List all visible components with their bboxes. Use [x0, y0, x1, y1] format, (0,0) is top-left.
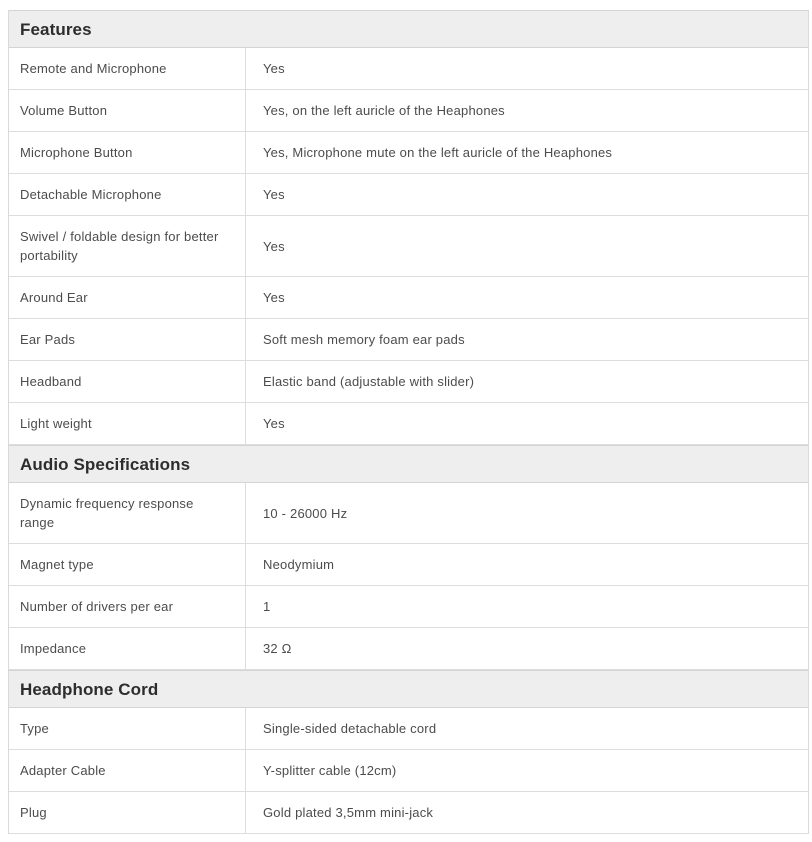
row-label-cell: [9, 403, 246, 444]
spec-section: [9, 670, 808, 834]
section-header: [9, 445, 808, 483]
row-label: Microphone Button: [20, 145, 133, 160]
row-value: 10 - 26000 Hz: [263, 505, 348, 521]
table-row: [9, 277, 808, 319]
row-value: Neodymium: [263, 557, 335, 572]
table-row: [9, 483, 808, 544]
row-value-cell: [246, 586, 808, 627]
row-label: Magnet type: [20, 557, 94, 572]
row-value: Gold plated 3,5mm mini-jack: [263, 805, 434, 820]
row-value: Yes: [263, 416, 285, 431]
row-label: Swivel / foldable design for better portability: [20, 229, 219, 263]
row-value-cell: [246, 750, 808, 791]
row-label: Impedance: [20, 641, 87, 656]
row-value: Yes: [263, 61, 285, 76]
row-label: Dynamic frequency response range: [20, 496, 194, 530]
row-label-cell: [9, 628, 246, 669]
row-label-cell: [9, 750, 246, 791]
row-label-cell: [9, 174, 246, 215]
section-header: [9, 670, 808, 708]
section-title: Audio Specifications: [20, 454, 191, 474]
row-label-cell: [9, 90, 246, 131]
row-value: Elastic band (adjustable with slider): [263, 374, 475, 389]
table-row: [9, 792, 808, 834]
row-value: Soft mesh memory foam ear pads: [263, 332, 465, 347]
table-row: [9, 174, 808, 216]
row-value-cell: [246, 48, 808, 89]
row-label-cell: [9, 277, 246, 318]
row-label-cell: [9, 544, 246, 585]
row-label: Adapter Cable: [20, 763, 106, 778]
row-label-cell: [9, 361, 246, 402]
row-value: Yes: [263, 238, 285, 254]
table-row: [9, 544, 808, 586]
row-label: Remote and Microphone: [20, 61, 167, 76]
row-value: Single-sided detachable cord: [263, 721, 437, 736]
row-label: Detachable Microphone: [20, 187, 162, 202]
table-row: [9, 132, 808, 174]
row-label-cell: [9, 483, 246, 543]
row-label-cell: [9, 708, 246, 749]
table-row: [9, 708, 808, 750]
section-title: Headphone Cord: [20, 679, 159, 699]
spec-section: [9, 10, 808, 445]
row-value: Yes: [263, 290, 285, 305]
row-value-cell: [246, 319, 808, 360]
section-title: Features: [20, 19, 92, 39]
row-value: Yes, Microphone mute on the left auricle of the Heaphones: [263, 145, 613, 160]
row-label-cell: [9, 216, 246, 276]
row-label-cell: [9, 132, 246, 173]
table-row: [9, 48, 808, 90]
row-value-cell: [246, 403, 808, 444]
table-row: [9, 216, 808, 277]
table-row: [9, 361, 808, 403]
section-rows: [9, 708, 808, 834]
row-value-cell: [246, 483, 808, 543]
row-value-cell: [246, 90, 808, 131]
row-value: Y-splitter cable (12cm): [263, 763, 397, 778]
row-value-cell: [246, 628, 808, 669]
row-value: 1: [263, 599, 271, 614]
row-value: Yes, on the left auricle of the Heaphones: [263, 103, 505, 118]
row-label-cell: [9, 319, 246, 360]
table-row: [9, 403, 808, 445]
row-value-cell: [246, 708, 808, 749]
table-row: [9, 90, 808, 132]
row-label: Headband: [20, 374, 82, 389]
row-value-cell: [246, 216, 808, 276]
section-header: [9, 10, 808, 48]
table-row: [9, 750, 808, 792]
row-value-cell: [246, 132, 808, 173]
row-label: Around Ear: [20, 290, 88, 305]
row-label-cell: [9, 586, 246, 627]
table-row: [9, 628, 808, 670]
row-value-cell: [246, 361, 808, 402]
table-row: [9, 319, 808, 361]
row-label: Volume Button: [20, 103, 108, 118]
row-value-cell: [246, 174, 808, 215]
row-value-cell: [246, 544, 808, 585]
table-row: [9, 586, 808, 628]
section-rows: [9, 483, 808, 670]
row-label: Light weight: [20, 416, 92, 431]
row-value: Yes: [263, 187, 285, 202]
row-value-cell: [246, 792, 808, 833]
section-rows: [9, 48, 808, 445]
row-label: Type: [20, 721, 49, 736]
row-label: Plug: [20, 805, 47, 820]
row-label: Number of drivers per ear: [20, 599, 174, 614]
row-label-cell: [9, 48, 246, 89]
product-spec-table: [8, 10, 809, 834]
row-value: 32 Ω: [263, 641, 292, 656]
row-label-cell: [9, 792, 246, 833]
row-value-cell: [246, 277, 808, 318]
row-label: Ear Pads: [20, 332, 76, 347]
spec-section: [9, 445, 808, 670]
